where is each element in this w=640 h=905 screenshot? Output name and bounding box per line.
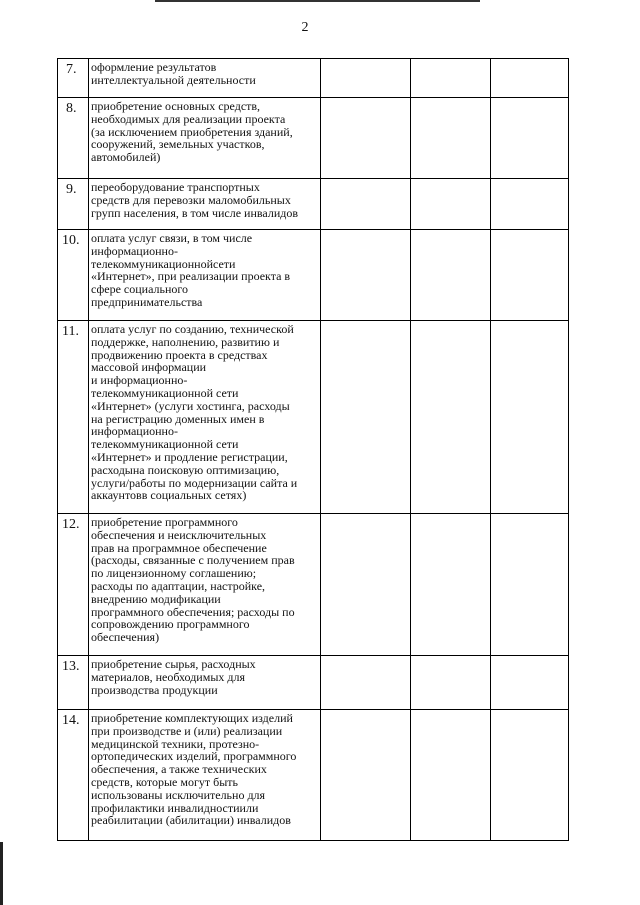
row-description: оплата услуг по созданию, технической поддержке, наполнению, развитию и продвижению проекта в средствах массовой информации и информационно- телекоммуникационной сети «Интернет» (услуги хостинга, расходы на регистрацию доменных имен в информационно- телекоммуникационной сети «Интернет» и продление регистрации, расходына поисковую оптимизацию, услуги/работы по модернизации сайта и аккаунтовв социальных сетях) bbox=[89, 321, 321, 514]
row-number: 9. bbox=[58, 179, 89, 230]
table-row bbox=[58, 179, 569, 230]
page-number: 2 bbox=[301, 20, 309, 35]
row-number: 14. bbox=[58, 710, 89, 841]
row-description: приобретение программного обеспечения и неисключительных прав на программное обеспечение (расходы, связанные с получением прав по лицензионному соглашению; расходы по адаптации, настройке, внедрению модификации программного обеспечения; расходы по сопровождению программного обеспечения) bbox=[89, 514, 321, 656]
scan-artifact-top bbox=[155, 0, 480, 2]
row-number: 8. bbox=[58, 98, 89, 179]
empty-cell bbox=[411, 710, 491, 841]
row-number: 10. bbox=[58, 230, 89, 321]
empty-cell bbox=[321, 656, 411, 710]
table-row bbox=[58, 59, 569, 98]
row-number: 13. bbox=[58, 656, 89, 710]
row-number: 11. bbox=[58, 321, 89, 514]
empty-cell bbox=[321, 514, 411, 656]
table-row bbox=[58, 321, 569, 514]
row-description: оплата услуг связи, в том числе информационно- телекоммуникационнойсети «Интернет», при реализации проекта в сфере социального предпринимательства bbox=[89, 230, 321, 321]
empty-cell bbox=[321, 230, 411, 321]
empty-cell bbox=[321, 98, 411, 179]
row-number: 12. bbox=[58, 514, 89, 656]
empty-cell bbox=[411, 514, 491, 656]
empty-cell bbox=[491, 656, 569, 710]
empty-cell bbox=[491, 179, 569, 230]
table-row bbox=[58, 710, 569, 841]
row-description: приобретение сырья, расходных материалов, необходимых для производства продукции bbox=[89, 656, 321, 710]
row-description: переоборудование транспортных средств для перевозки маломобильных групп населения, в том числе инвалидов bbox=[89, 179, 321, 230]
row-description: приобретение комплектующих изделий при производстве и (или) реализации медицинской техники, протезно- ортопедических изделий, программного обеспечения, а также технических средств, которые могут быть использованы исключительно для профилактики инвалидностиили реабилитации (абилитации) инвалидов bbox=[89, 710, 321, 841]
empty-cell bbox=[321, 321, 411, 514]
empty-cell bbox=[411, 59, 491, 98]
empty-cell bbox=[491, 230, 569, 321]
empty-cell bbox=[491, 59, 569, 98]
row-number: 7. bbox=[58, 59, 89, 98]
empty-cell bbox=[411, 321, 491, 514]
empty-cell bbox=[321, 59, 411, 98]
row-description: оформление результатов интеллектуальной деятельности bbox=[89, 59, 321, 98]
table-row bbox=[58, 656, 569, 710]
empty-cell bbox=[411, 656, 491, 710]
table-row bbox=[58, 514, 569, 656]
empty-cell bbox=[491, 321, 569, 514]
empty-cell bbox=[321, 179, 411, 230]
empty-cell bbox=[321, 710, 411, 841]
row-description: приобретение основных средств, необходимых для реализации проекта (за исключением приобретения зданий, сооружений, земельных участков, автомобилей) bbox=[89, 98, 321, 179]
empty-cell bbox=[491, 514, 569, 656]
empty-cell bbox=[411, 98, 491, 179]
empty-cell bbox=[411, 179, 491, 230]
empty-cell bbox=[411, 230, 491, 321]
expense-items-table bbox=[57, 58, 569, 841]
scan-artifact-left bbox=[0, 842, 3, 905]
empty-cell bbox=[491, 98, 569, 179]
table-row bbox=[58, 230, 569, 321]
empty-cell bbox=[491, 710, 569, 841]
table-row bbox=[58, 98, 569, 179]
